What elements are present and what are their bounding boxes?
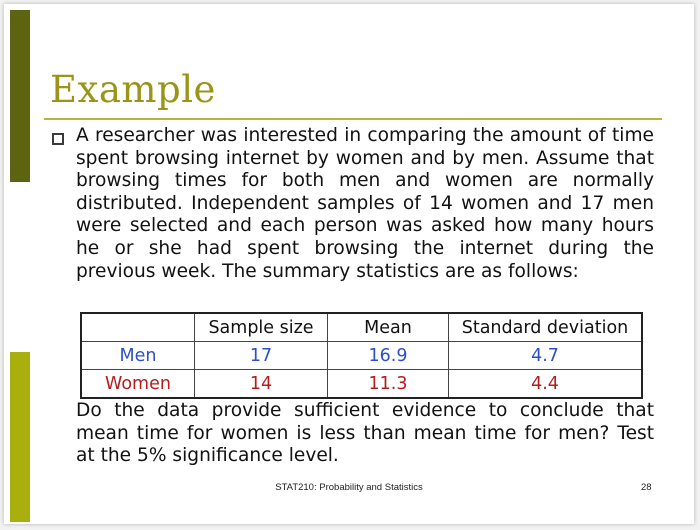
women-mean: 11.3 [328,370,449,399]
table-header-mean: Mean [328,313,449,342]
women-sample-size: 14 [195,370,328,399]
table-header-sd: Standard deviation [449,313,643,342]
row-label-men: Men [81,342,195,370]
men-mean: 16.9 [328,342,449,370]
table-header-sample-size: Sample size [195,313,328,342]
men-sd: 4.7 [449,342,643,370]
table-header-empty [81,313,195,342]
table-row [81,342,642,370]
row-label-women: Women [81,370,195,399]
slide-footer: STAT210: Probability and Statistics [275,482,423,493]
women-sd: 4.4 [449,370,643,399]
accent-bar-gap [10,182,30,352]
slide [4,4,694,524]
hollow-square-bullet-icon [52,133,64,145]
title-divider [44,118,662,120]
summary-statistics-table [80,312,643,399]
men-sample-size: 17 [195,342,328,370]
problem-paragraph: A researcher was interested in comparing the amount of time spent browsing internet by women and by men. Assume that browsing times for both men and women are normally distributed. Independent samples of 14 women and 17 men were selected and each person was asked how many hours he or she had spent browsing the internet during the previous week. The summary statistics are as follows: [76,125,654,282]
slide-title: Example [50,68,216,111]
table-row [81,370,642,399]
accent-bar-dark [10,10,30,182]
question-paragraph: Do the data provide sufficient evidence to conclude that mean time for women is less than mean time for men? Test at the 5% significance level. [76,400,654,467]
table-header-row [81,313,642,342]
accent-bar-light [10,352,30,522]
page-number: 28 [641,482,652,493]
